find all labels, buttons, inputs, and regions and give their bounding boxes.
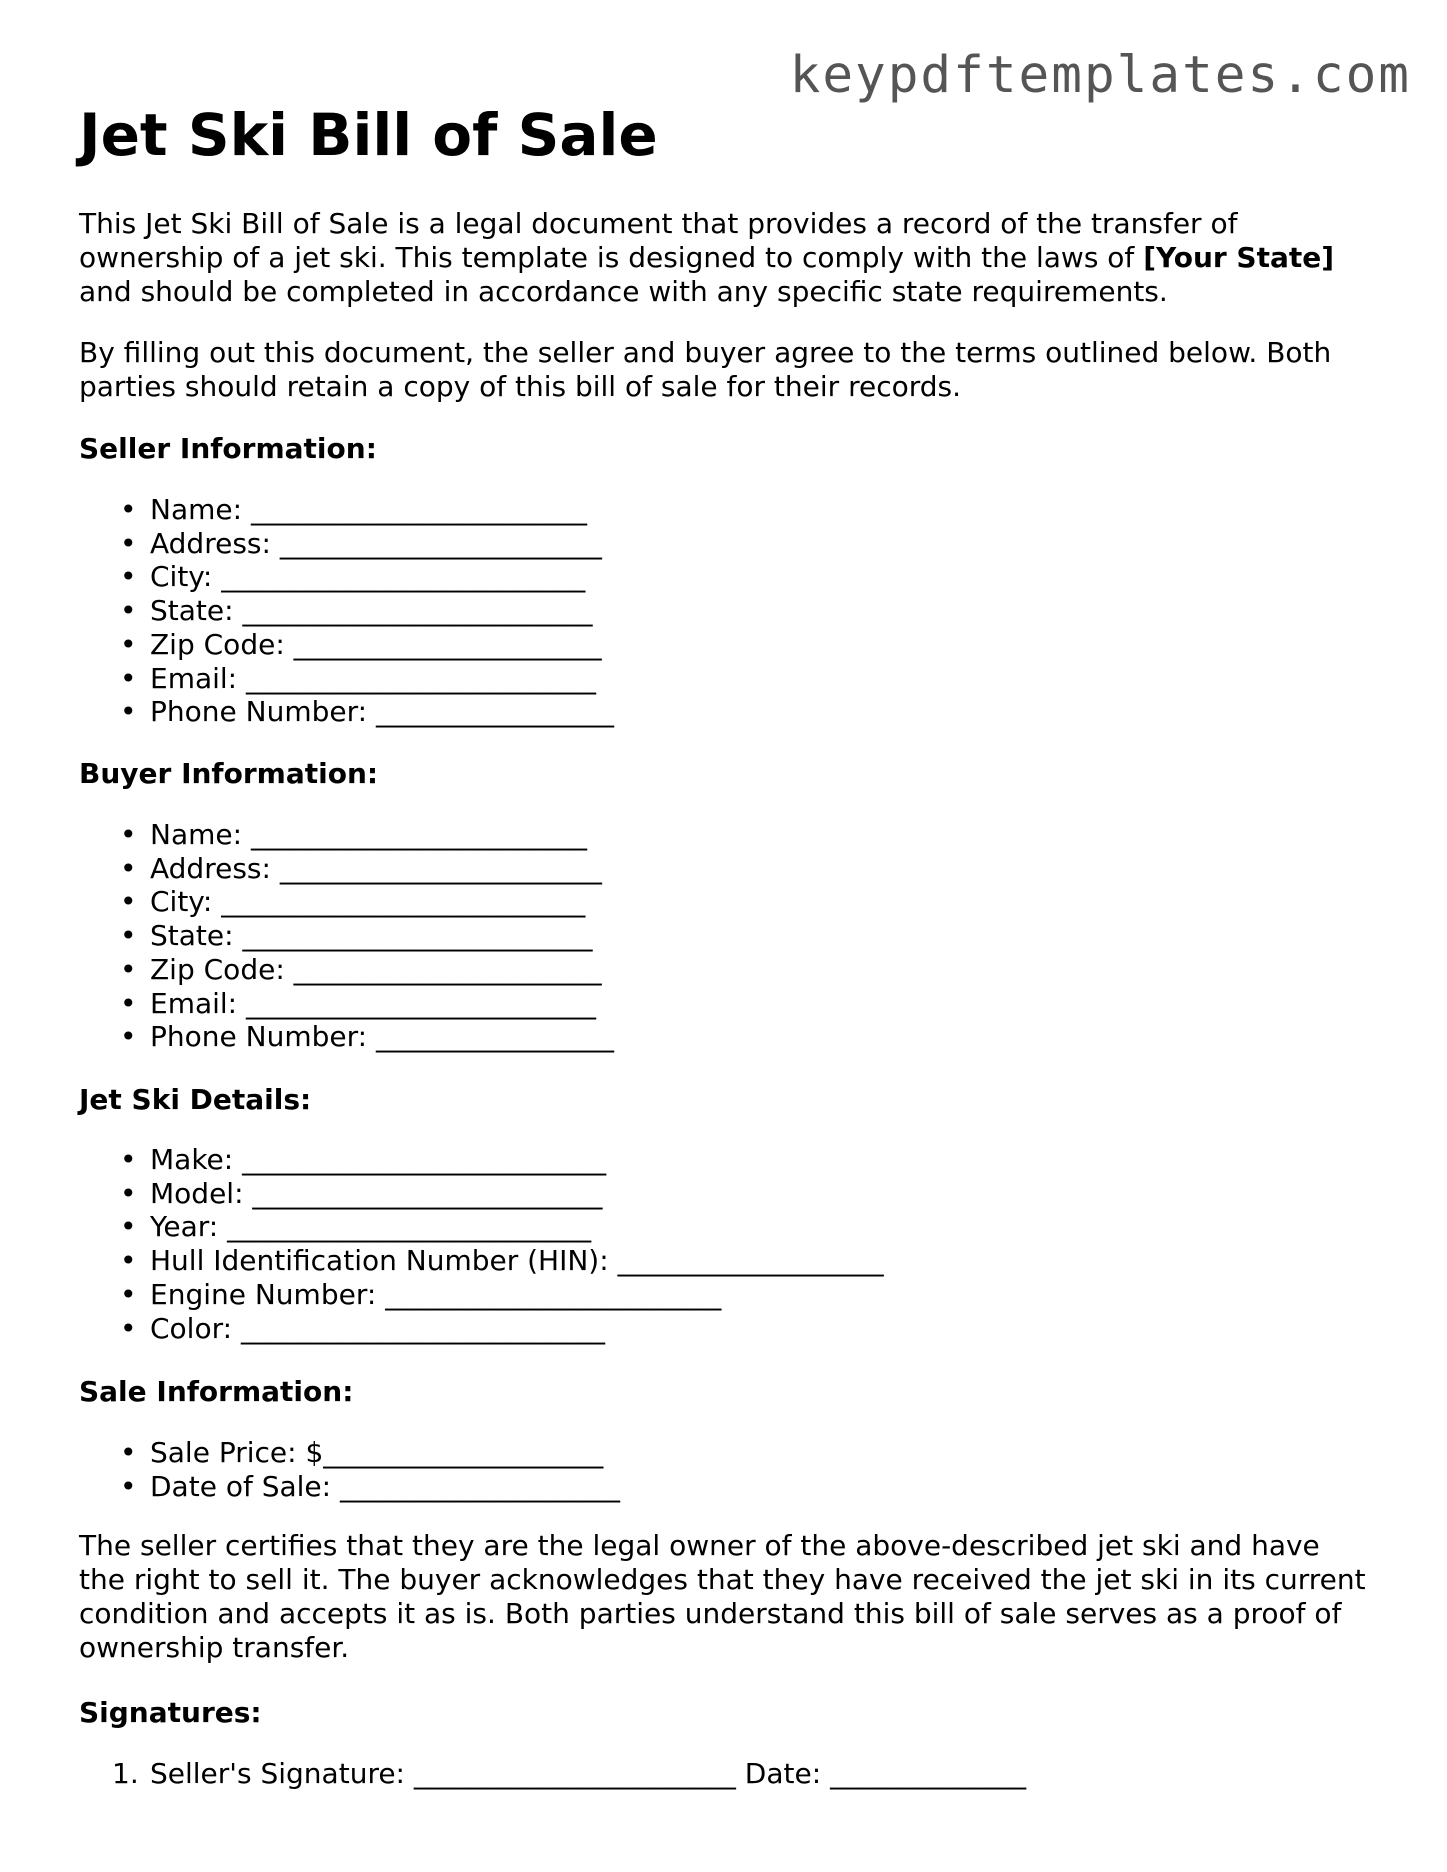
field-label: Name: xyxy=(150,493,251,526)
jetski-details-heading: Jet Ski Details: xyxy=(79,1083,312,1116)
field-label: Address: xyxy=(150,851,280,885)
field-label: Name: xyxy=(150,818,251,851)
blank-line[interactable]: __________________________ xyxy=(227,1210,592,1244)
certification-text: The seller certifies that they are the legal owner of the above-described jet ski and have the right to sell it. The buyer acknowledges that they have received the jet ski in its current condition and accepts it as is. Both parties understand this bill of sale serves as a proof of ownership transfer. xyxy=(79,1529,1366,1664)
seller-email-field[interactable] xyxy=(150,662,614,696)
blank-line[interactable]: __________________________ xyxy=(221,885,586,919)
field-label: Email: xyxy=(150,661,247,695)
field-label: Zip Code: xyxy=(150,627,294,661)
buyer-fields xyxy=(150,818,614,1054)
date-blank-line[interactable]: ______________ xyxy=(830,1757,1027,1790)
field-label: Model: xyxy=(150,1176,253,1210)
blank-line[interactable]: _________________________ xyxy=(246,986,597,1020)
watermark-text: keypdftemplates.com xyxy=(789,46,1411,105)
jetski-model-field[interactable] xyxy=(150,1177,884,1211)
date-label: Date: xyxy=(735,1757,831,1790)
buyer-heading: Buyer Information: xyxy=(79,757,379,790)
seller-heading: Seller Information: xyxy=(79,432,377,465)
blank-line[interactable]: __________________________ xyxy=(240,1311,605,1345)
field-label: Sale Price: $ xyxy=(150,1436,324,1469)
jetski-make-field[interactable] xyxy=(150,1143,884,1177)
blank-line[interactable]: _________________________ xyxy=(246,661,597,695)
seller-phone-field[interactable] xyxy=(150,695,614,729)
seller-city-field[interactable] xyxy=(150,560,614,594)
field-label: City: xyxy=(150,560,222,594)
field-label: Engine Number: xyxy=(150,1277,386,1311)
seller-fields xyxy=(150,493,614,729)
field-label: Color: xyxy=(150,1311,241,1345)
document-title: Jet Ski Bill of Sale xyxy=(79,101,658,169)
signature-list xyxy=(112,1757,1027,1791)
field-label: Hull Identification Number (HIN): xyxy=(150,1244,618,1278)
field-label: Phone Number: xyxy=(150,1020,376,1054)
blank-line[interactable]: _________________ xyxy=(375,1020,614,1054)
field-label: Zip Code: xyxy=(150,952,294,986)
buyer-email-field[interactable] xyxy=(150,987,614,1021)
blank-line[interactable]: ____________________ xyxy=(339,1469,620,1503)
signature-blank-line[interactable]: _______________________ xyxy=(413,1757,736,1790)
seller-zip-field[interactable] xyxy=(150,628,614,662)
buyer-state-field[interactable] xyxy=(150,919,614,953)
blank-line[interactable]: ________________________ xyxy=(250,493,587,526)
blank-line[interactable]: __________________________ xyxy=(242,1143,607,1176)
field-label: Email: xyxy=(150,986,247,1020)
date-of-sale-field[interactable] xyxy=(150,1470,620,1504)
signatures-heading: Signatures: xyxy=(79,1696,262,1729)
list-number: 1. xyxy=(112,1757,139,1790)
jetski-hin-field[interactable] xyxy=(150,1244,884,1278)
seller-name-field[interactable] xyxy=(150,493,614,527)
jetski-year-field[interactable] xyxy=(150,1210,884,1244)
buyer-city-field[interactable] xyxy=(150,885,614,919)
buyer-name-field[interactable] xyxy=(150,818,614,852)
blank-line[interactable]: ___________________ xyxy=(617,1244,884,1278)
buyer-zip-field[interactable] xyxy=(150,953,614,987)
blank-line[interactable]: ________________________ xyxy=(385,1277,722,1311)
seller-address-field[interactable] xyxy=(150,527,614,561)
jetski-engine-number-field[interactable] xyxy=(150,1278,884,1312)
seller-signature-field[interactable] xyxy=(112,1757,1027,1791)
blank-line[interactable]: _________________ xyxy=(375,695,614,729)
field-label: State: xyxy=(150,919,243,953)
blank-line[interactable]: ________________________ xyxy=(250,818,587,851)
field-label: Address: xyxy=(150,526,280,560)
sale-information-heading: Sale Information: xyxy=(79,1375,354,1408)
field-label: Year: xyxy=(150,1210,228,1244)
seller-state-field[interactable] xyxy=(150,594,614,628)
field-label: Seller's Signature: xyxy=(150,1757,414,1790)
blank-line[interactable]: _________________________ xyxy=(242,594,593,628)
field-label: City: xyxy=(150,885,222,919)
field-label: Phone Number: xyxy=(150,695,376,729)
jetski-fields xyxy=(150,1143,884,1345)
intro-text-end: and should be completed in accordance with any specific state requirements. xyxy=(79,275,1168,308)
certification-paragraph xyxy=(79,1529,1369,1665)
sale-price-field[interactable] xyxy=(150,1436,620,1470)
blank-line[interactable]: _________________________ xyxy=(242,919,593,953)
field-label: Date of Sale: xyxy=(150,1469,340,1503)
intro-agreement-text: By filling out this document, the seller and buyer agree to the terms outlined below. Both parties should retain a copy of this bill of sale for their records. xyxy=(79,336,1332,403)
intro-paragraph-1 xyxy=(79,207,1369,309)
buyer-address-field[interactable] xyxy=(150,852,614,886)
blank-line[interactable]: _________________________ xyxy=(252,1176,603,1210)
state-placeholder: [Your State] xyxy=(1143,241,1335,274)
intro-paragraph-2 xyxy=(79,336,1369,404)
intro-text-start: This Jet Ski Bill of Sale is a legal document that provides a record of the transfer of ownership of a jet ski. This template is designed to comply with the laws of xyxy=(79,207,1238,274)
field-label: Make: xyxy=(150,1143,243,1176)
field-label: State: xyxy=(150,594,243,628)
sale-fields xyxy=(150,1436,620,1503)
blank-line[interactable]: _______________________ xyxy=(279,851,602,885)
blank-line[interactable]: ______________________ xyxy=(293,627,602,661)
blank-line[interactable]: ____________________ xyxy=(323,1436,604,1469)
jetski-color-field[interactable] xyxy=(150,1312,884,1346)
buyer-phone-field[interactable] xyxy=(150,1020,614,1054)
blank-line[interactable]: ______________________ xyxy=(293,952,602,986)
blank-line[interactable]: _______________________ xyxy=(279,526,602,560)
blank-line[interactable]: __________________________ xyxy=(221,560,586,594)
